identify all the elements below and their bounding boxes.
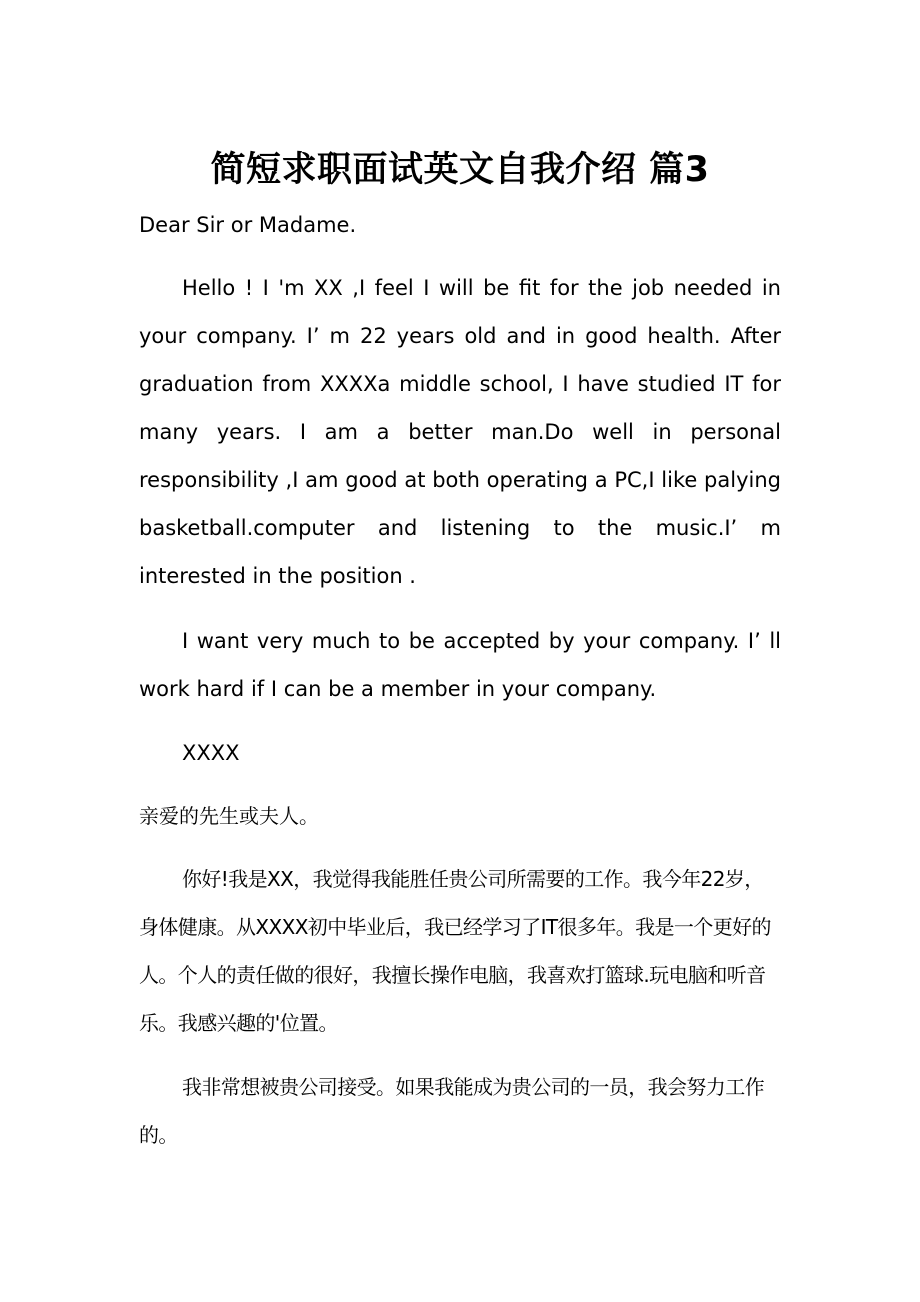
english-paragraph-2: I want very much to be accepted by your company. I’ ll work hard if I can be a member in your company. [139,629,781,701]
document-title: 简短求职面试英文自我介绍 篇3 [210,150,710,191]
chinese-paragraph-1: 你好!我是XX，我觉得我能胜任贵公司所需要的工作。我今年22岁，身体健康。从XXXX初中毕业后，我已经学习了IT很多年。我是一个更好的人。个人的责任做的很好，我擅长操作电脑，我喜欢打篮球.玩电脑和听音乐。我感兴趣的'位置。 [139,867,771,1035]
english-paragraph-1: Hello ! I 'm XX ,I feel I will be fit for the job needed in your company. I’ m 22 years old and in good health. After graduation from XXXXa middle school, I have studied IT for many years. I am a better man.Do well in personal responsibility ,I am good at both operating a PC,I like palying basketball.computer and listening to the music.I’ m interested in the position . [139,276,781,588]
english-signature: XXXX [182,741,240,765]
chinese-paragraph-2: 我非常想被贵公司接受。如果我能成为贵公司的一员，我会努力工作的。 [139,1075,764,1147]
chinese-salutation: 亲爱的先生或夫人。 [139,804,319,828]
english-salutation: Dear Sir or Madame. [139,213,357,237]
